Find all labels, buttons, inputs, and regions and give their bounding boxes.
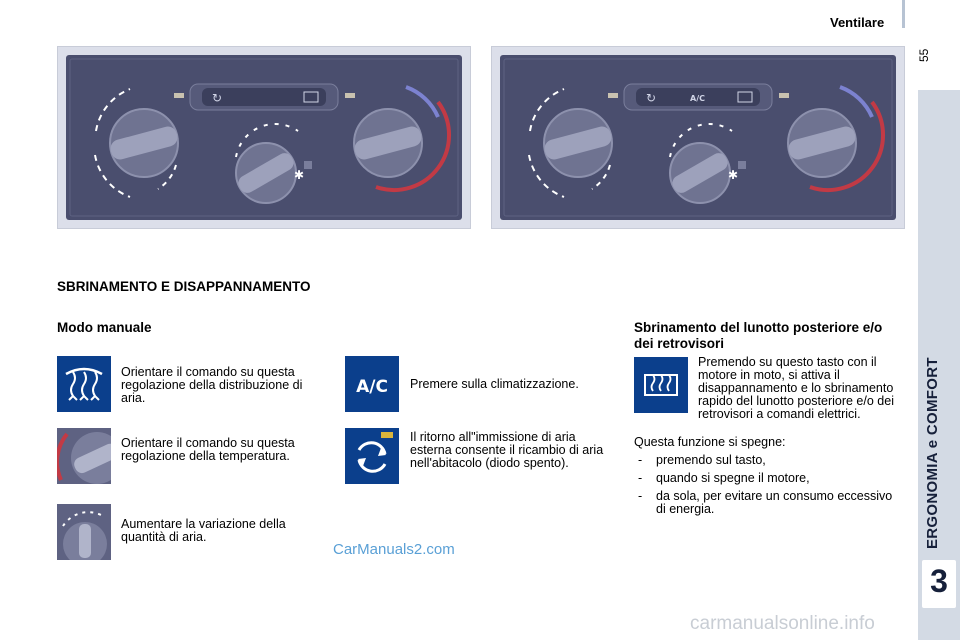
rear-defrost-description: Premendo su questo tasto con il motore in moto, si attiva il disappannamento e lo sbrinamento rapido del lunotto posteriore e/o dei retrovisori a comandi elettrici. xyxy=(698,355,894,421)
rear-defrost-off-intro: Questa funzione si spegne: xyxy=(634,435,786,449)
rear-defrost-off-list xyxy=(634,454,899,521)
list-item: - quando si spegne il motore, xyxy=(634,472,899,485)
svg-text:↻: ↻ xyxy=(646,91,657,105)
air-recirculation-icon xyxy=(345,428,399,484)
manual-step-distribution: Orientare il comando su questa regolazione della distribuzione di aria. xyxy=(121,365,303,405)
ac-panel-illustration xyxy=(492,47,904,228)
list-item: - premendo sul tasto, xyxy=(634,454,899,467)
rear-defrost-icon xyxy=(634,357,688,413)
svg-text:✱: ✱ xyxy=(294,168,305,182)
chapter-number: 3 xyxy=(930,563,948,599)
svg-text:↻: ↻ xyxy=(212,91,223,105)
section-title: SBRINAMENTO E DISAPPANNAMENTO xyxy=(57,279,311,294)
temperature-dial-thumbnail xyxy=(57,428,111,484)
control-panel-photo-right xyxy=(491,46,905,229)
watermark-carmanualsonline: carmanualsonline.info xyxy=(690,613,875,634)
heating-panel-illustration xyxy=(58,47,470,228)
svg-text:✱: ✱ xyxy=(728,168,739,182)
control-panel-photo-left xyxy=(57,46,471,229)
ac-step-recirculation: Il ritorno all"immissione di aria esterna consente il ricambio di aria nell'abitacolo (diodo spento). xyxy=(410,430,604,470)
page-header-title: Ventilare xyxy=(830,15,885,30)
page-number: 55 xyxy=(917,48,931,62)
ac-step-press: Premere sulla climatizzazione. xyxy=(410,377,579,391)
list-item: - da sola, per evitare un consumo eccessivo di energia. xyxy=(634,490,899,516)
air-distribution-icon xyxy=(57,356,111,412)
manual-step-fan: Aumentare la variazione della quantità di aria. xyxy=(121,517,286,544)
watermark-carmanuals2: CarManuals2.com xyxy=(333,541,455,558)
chapter-name: ERGONOMIA e COMFORT xyxy=(924,357,941,549)
svg-text:A/C: A/C xyxy=(356,377,388,397)
fan-dial-thumbnail xyxy=(57,504,111,560)
rear-defrost-title: Sbrinamento del lunotto posteriore e/o dei retrovisori xyxy=(634,320,883,351)
ac-icon xyxy=(345,356,399,412)
manual-mode-title: Modo manuale xyxy=(57,320,152,335)
header-divider xyxy=(902,0,905,28)
svg-text:A/C: A/C xyxy=(690,94,705,103)
manual-step-temperature: Orientare il comando su questa regolazione della temperatura. xyxy=(121,436,295,463)
